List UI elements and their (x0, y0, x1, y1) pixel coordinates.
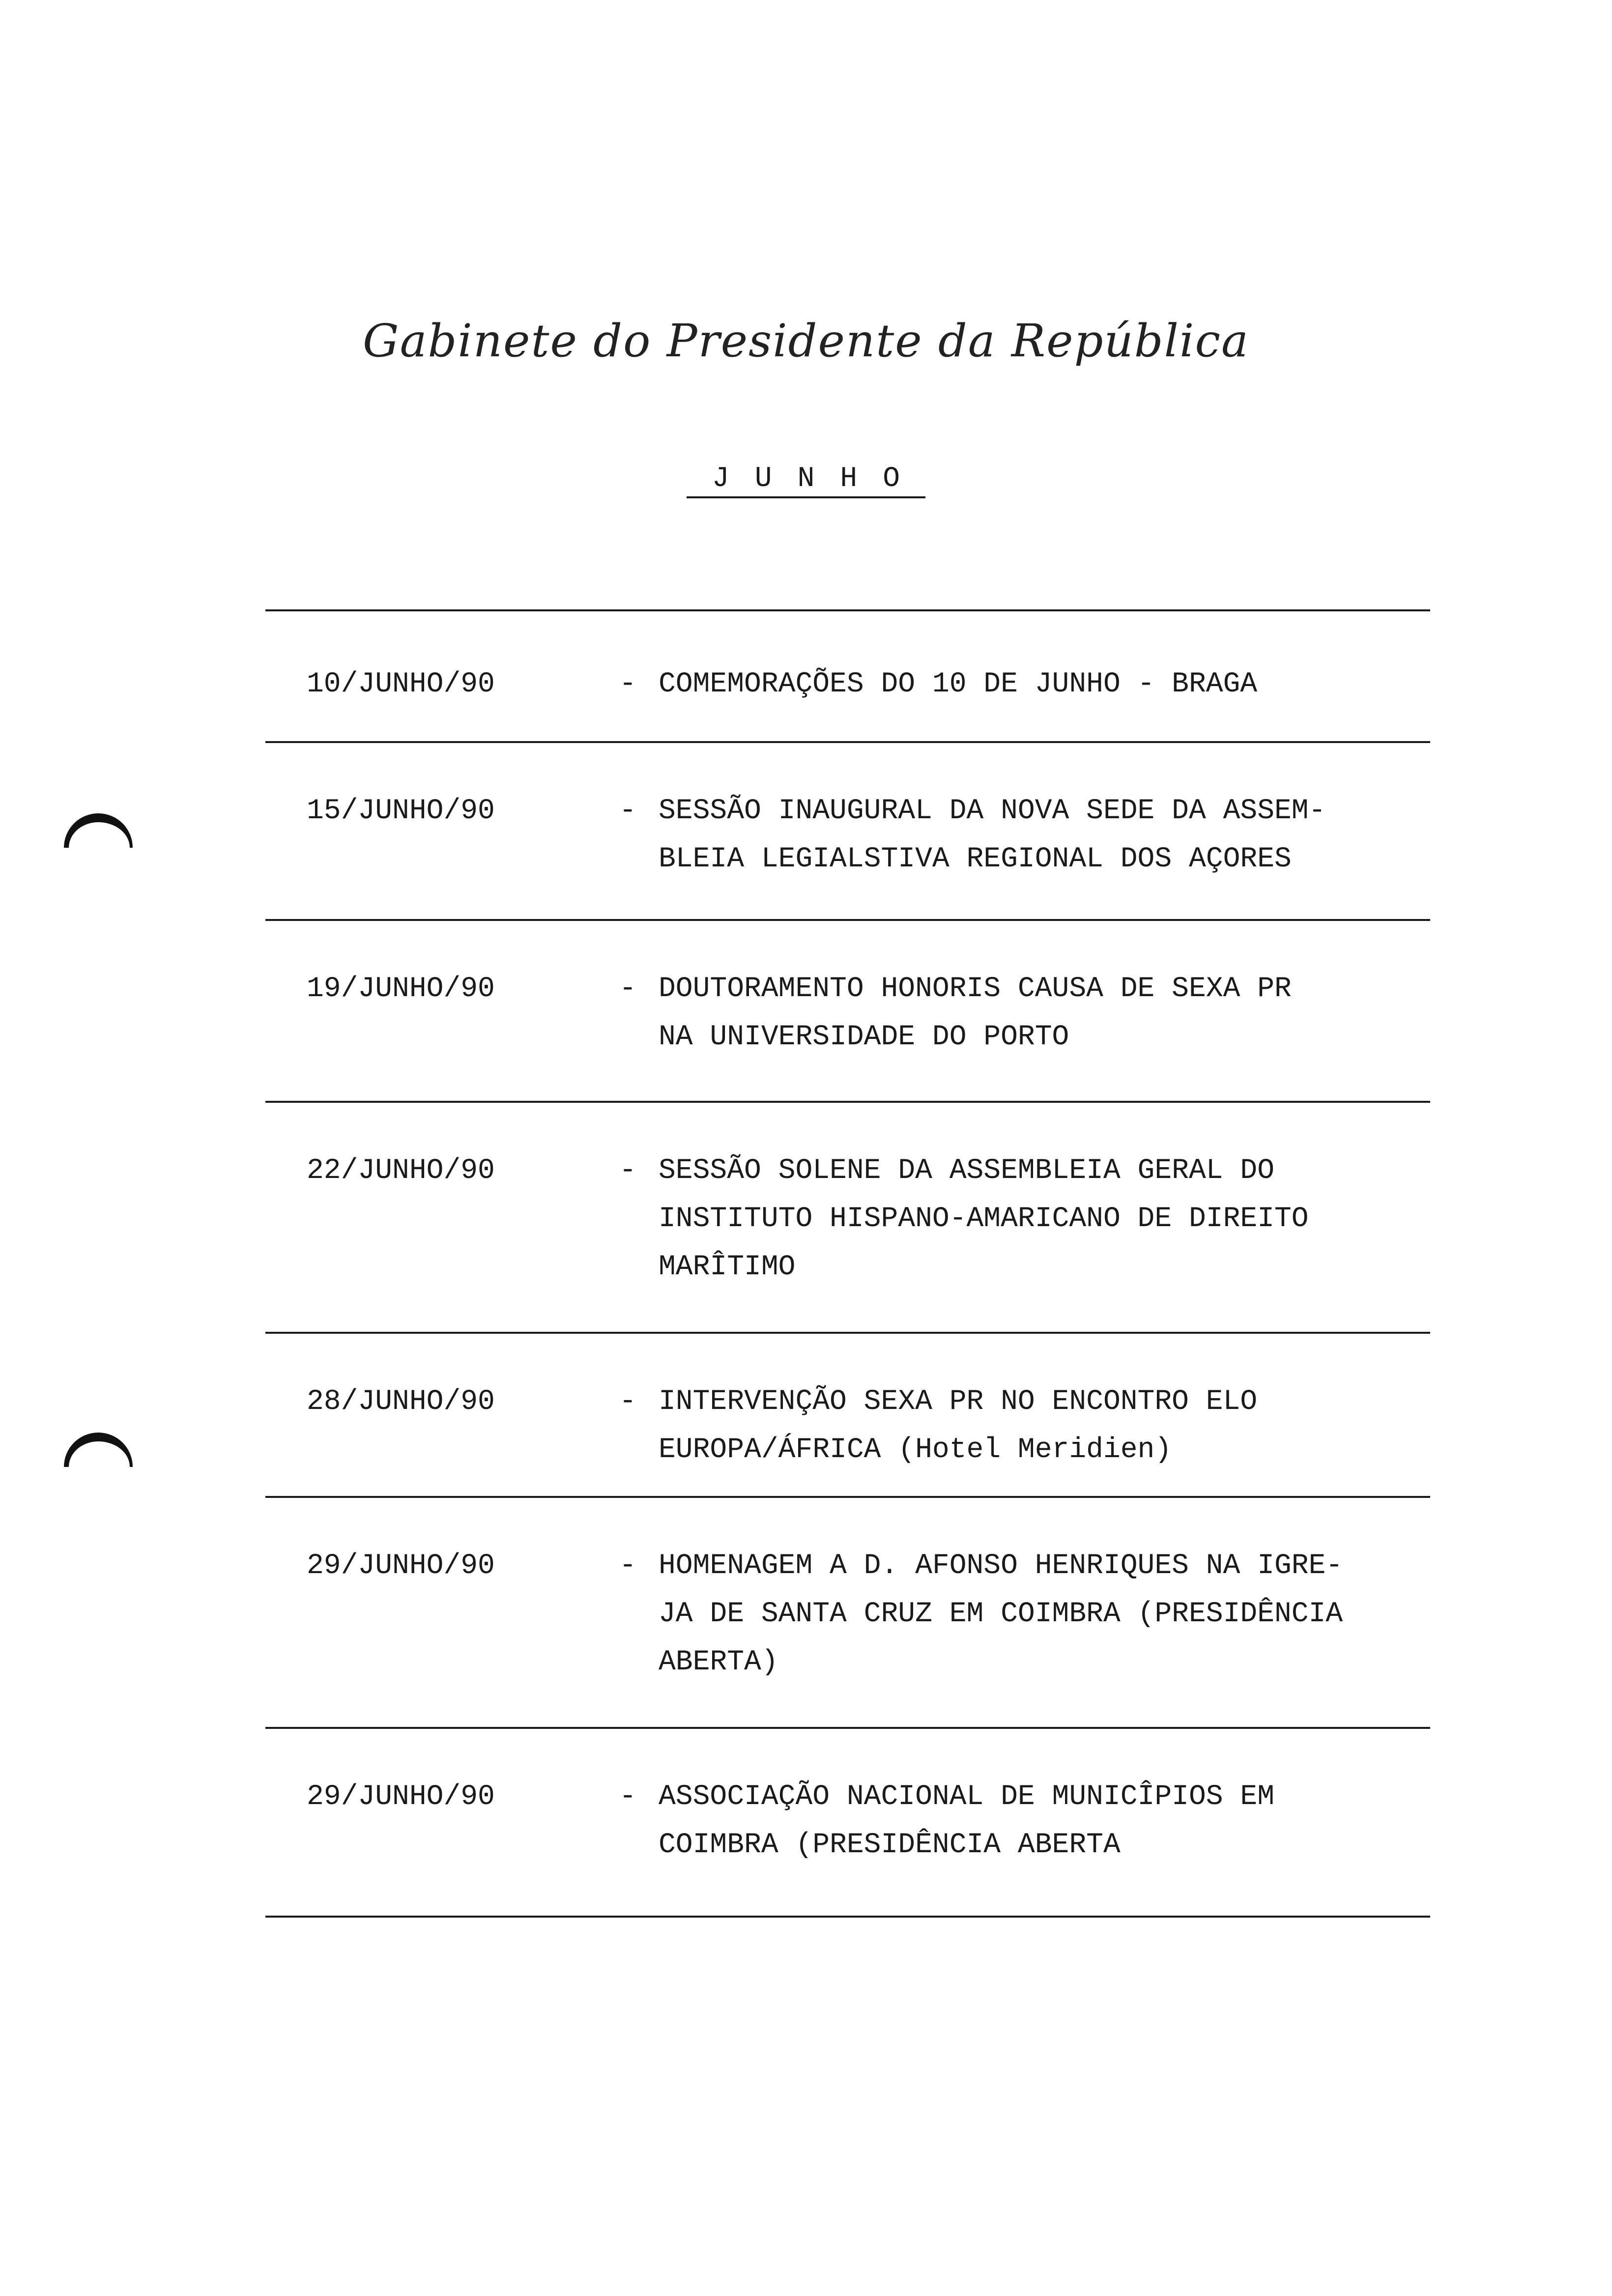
punch-hole-bottom (64, 1433, 133, 1467)
entry-dash: - (619, 1386, 636, 1418)
entry-dash: - (619, 795, 636, 827)
month-title-text: JUNHO (687, 462, 925, 498)
entry-description: DOUTORAMENTO HONORIS CAUSA DE SEXA PR NA UNIVERSIDADE DO PORTO (659, 973, 1292, 1053)
entry-date: 15/JUNHO/90 (307, 795, 495, 827)
entry-date: 29/JUNHO/90 (307, 1781, 495, 1813)
divider (265, 1916, 1430, 1918)
schedule-entry (265, 1334, 1430, 1496)
entry-dash: - (619, 1781, 636, 1813)
entry-date: 28/JUNHO/90 (307, 1386, 495, 1418)
entry-description: SESSÃO SOLENE DA ASSEMBLEIA GERAL DO INSTITUTO HISPANO-AMARICANO DE DIREITO MARÎTIMO (659, 1155, 1309, 1283)
entry-date: 29/JUNHO/90 (307, 1550, 495, 1582)
entry-date: 10/JUNHO/90 (307, 668, 495, 700)
entry-description: SESSÃO INAUGURAL DA NOVA SEDE DA ASSEM- BLEIA LEGIALSTIVA REGIONAL DOS AÇORES (659, 795, 1326, 875)
entry-dash: - (619, 973, 636, 1005)
entry-dash: - (619, 668, 636, 700)
schedule-list (265, 609, 1430, 1918)
schedule-entry (265, 1729, 1430, 1916)
punch-hole-top (64, 813, 133, 848)
schedule-entry (265, 743, 1430, 919)
letterhead: Gabinete do Presidente da República (363, 315, 1249, 367)
schedule-entry (265, 1103, 1430, 1332)
schedule-entry (265, 1498, 1430, 1727)
entry-description: ASSOCIAÇÃO NACIONAL DE MUNICÎPIOS EM COIMBRA (PRESIDÊNCIA ABERTA (659, 1781, 1275, 1861)
schedule-entry (265, 611, 1430, 741)
entry-dash: - (619, 1550, 636, 1582)
entry-description: COMEMORAÇÕES DO 10 DE JUNHO - BRAGA (659, 668, 1258, 700)
entry-description: INTERVENÇÃO SEXA PR NO ENCONTRO ELO EUROPA/ÁFRICA (Hotel Meridien) (659, 1386, 1258, 1466)
entry-date: 22/JUNHO/90 (307, 1155, 495, 1187)
entry-description: HOMENAGEM A D. AFONSO HENRIQUES NA IGRE- JA DE SANTA CRUZ EM COIMBRA (PRESIDÊNCIA ABERTA) (659, 1550, 1343, 1678)
month-title (0, 462, 1612, 498)
entry-dash: - (619, 1155, 636, 1187)
entry-date: 19/JUNHO/90 (307, 973, 495, 1005)
schedule-entry (265, 921, 1430, 1101)
